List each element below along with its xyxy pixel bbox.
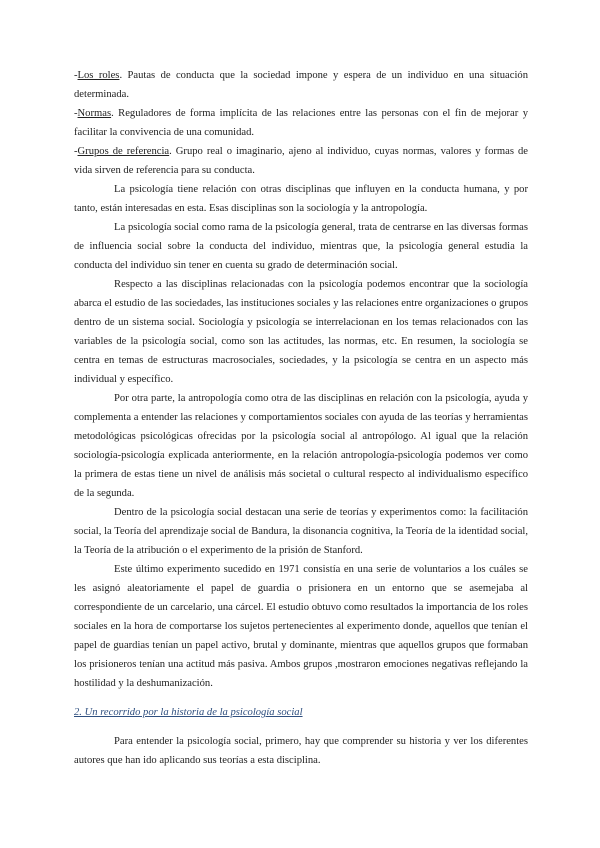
definition-text: . Pautas de conducta que la sociedad impone y espera de un individuo en una situación determinada. xyxy=(74,70,528,100)
paragraph: Dentro de la psicología social destacan una serie de teorías y experimentos como: la facilitación social, la Teoría del aprendizaje social de Bandura, la disonancia cognitiva, la Teoría de la identidad social, la Teoría de la atribución o el experimento de la prisión de Stanford. xyxy=(74,507,528,556)
definition-term: Grupos de referencia xyxy=(77,146,170,157)
definition-text: . Grupo real o imaginario, ajeno al individuo, cuyas normas, valores y formas de vida sirven de referencia para su conducta. xyxy=(74,146,528,176)
paragraph: Respecto a las disciplinas relacionadas con la psicología podemos encontrar que la sociología abarca el estudio de las sociedades, las instituciones sociales y las relaciones entre organizaciones o grupos dentro de un sistema social. Sociología y psicología se interrelacionan en los temas relacionados con las variables de la psicología social, como son las actitudes, las normas, etc. En resumen, la sociología se centra en temas de estructuras macrosociales, sociedades, y la psicología se centra en un aspecto más individual y específico. xyxy=(74,279,528,385)
paragraph: Por otra parte, la antropología como otra de las disciplinas en relación con la psicología, ayuda y complementa a entender las relaciones y comportamientos sociales con ayuda de las teorías y herramientas metodológicas psicológicas ofrecidas por la psicología social al antropólogo. Al igual que la relación sociología-psicología explicada anteriormente, en la relación antropología-psicología podemos ver como la primera de estas tiene un nivel de análisis más societal o cultural respecto al individualismo específico de la segunda. xyxy=(74,393,528,499)
definition-text: . Reguladores de forma implícita de las relaciones entre las personas con el fin de mejorar y facilitar la convivencia de una comunidad. xyxy=(74,108,528,138)
paragraph: La psicología social como rama de la psicología general, trata de centrarse en las diversas formas de influencia social sobre la conducta del individuo, mientras que, la psicología general estudia la conducta del individuo sin tener en cuenta su grado de determinación social. xyxy=(74,222,528,271)
closing-paragraph: Para entender la psicología social, primero, hay que comprender su historia y ver los diferentes autores que han ido aplicando sus teorías a esta disciplina. xyxy=(74,736,528,766)
definition-grupos: -Grupos de referencia. Grupo real o imaginario, ajeno al individuo, cuyas normas, valores y formas de vida sirven de referencia para su conducta. xyxy=(74,146,528,176)
definition-term: Normas xyxy=(77,108,112,119)
section-heading: 2. Un recorrido por la historia de la psicología social xyxy=(74,707,303,718)
document-page xyxy=(74,66,528,770)
paragraph: La psicología tiene relación con otras disciplinas que influyen en la conducta humana, y por tanto, están interesadas en esta. Esas disciplinas son la sociología y la antropología. xyxy=(74,184,528,214)
definition-term: Los roles xyxy=(77,70,120,81)
definition-roles: -Los roles. Pautas de conducta que la sociedad impone y espera de un individuo en una situación determinada. xyxy=(74,70,528,100)
paragraph: Este último experimento sucedido en 1971 consistía en una serie de voluntarios a los cuáles se les asignó aleatoriamente el papel de guardia o prisionera en un entorno que se asemejaba al correspondiente de un carcelario, una cárcel. El estudio obtuvo como resultados la importancia de los roles sociales en la hora de comportarse los sujetos pertenecientes al experimento donde, aquellos que tenían el papel de guardias tenían un papel activo, brutal y dominante, mientras que aquellos grupos que formaban los prisioneros tenían una actitud más pasiva. Ambos grupos ,mostraron emociones negativas reflejando la hostilidad y la deshumanización. xyxy=(74,564,528,689)
definition-normas: -Normas. Reguladores de forma implícita de las relaciones entre las personas con el fin de mejorar y facilitar la convivencia de una comunidad. xyxy=(74,108,528,138)
